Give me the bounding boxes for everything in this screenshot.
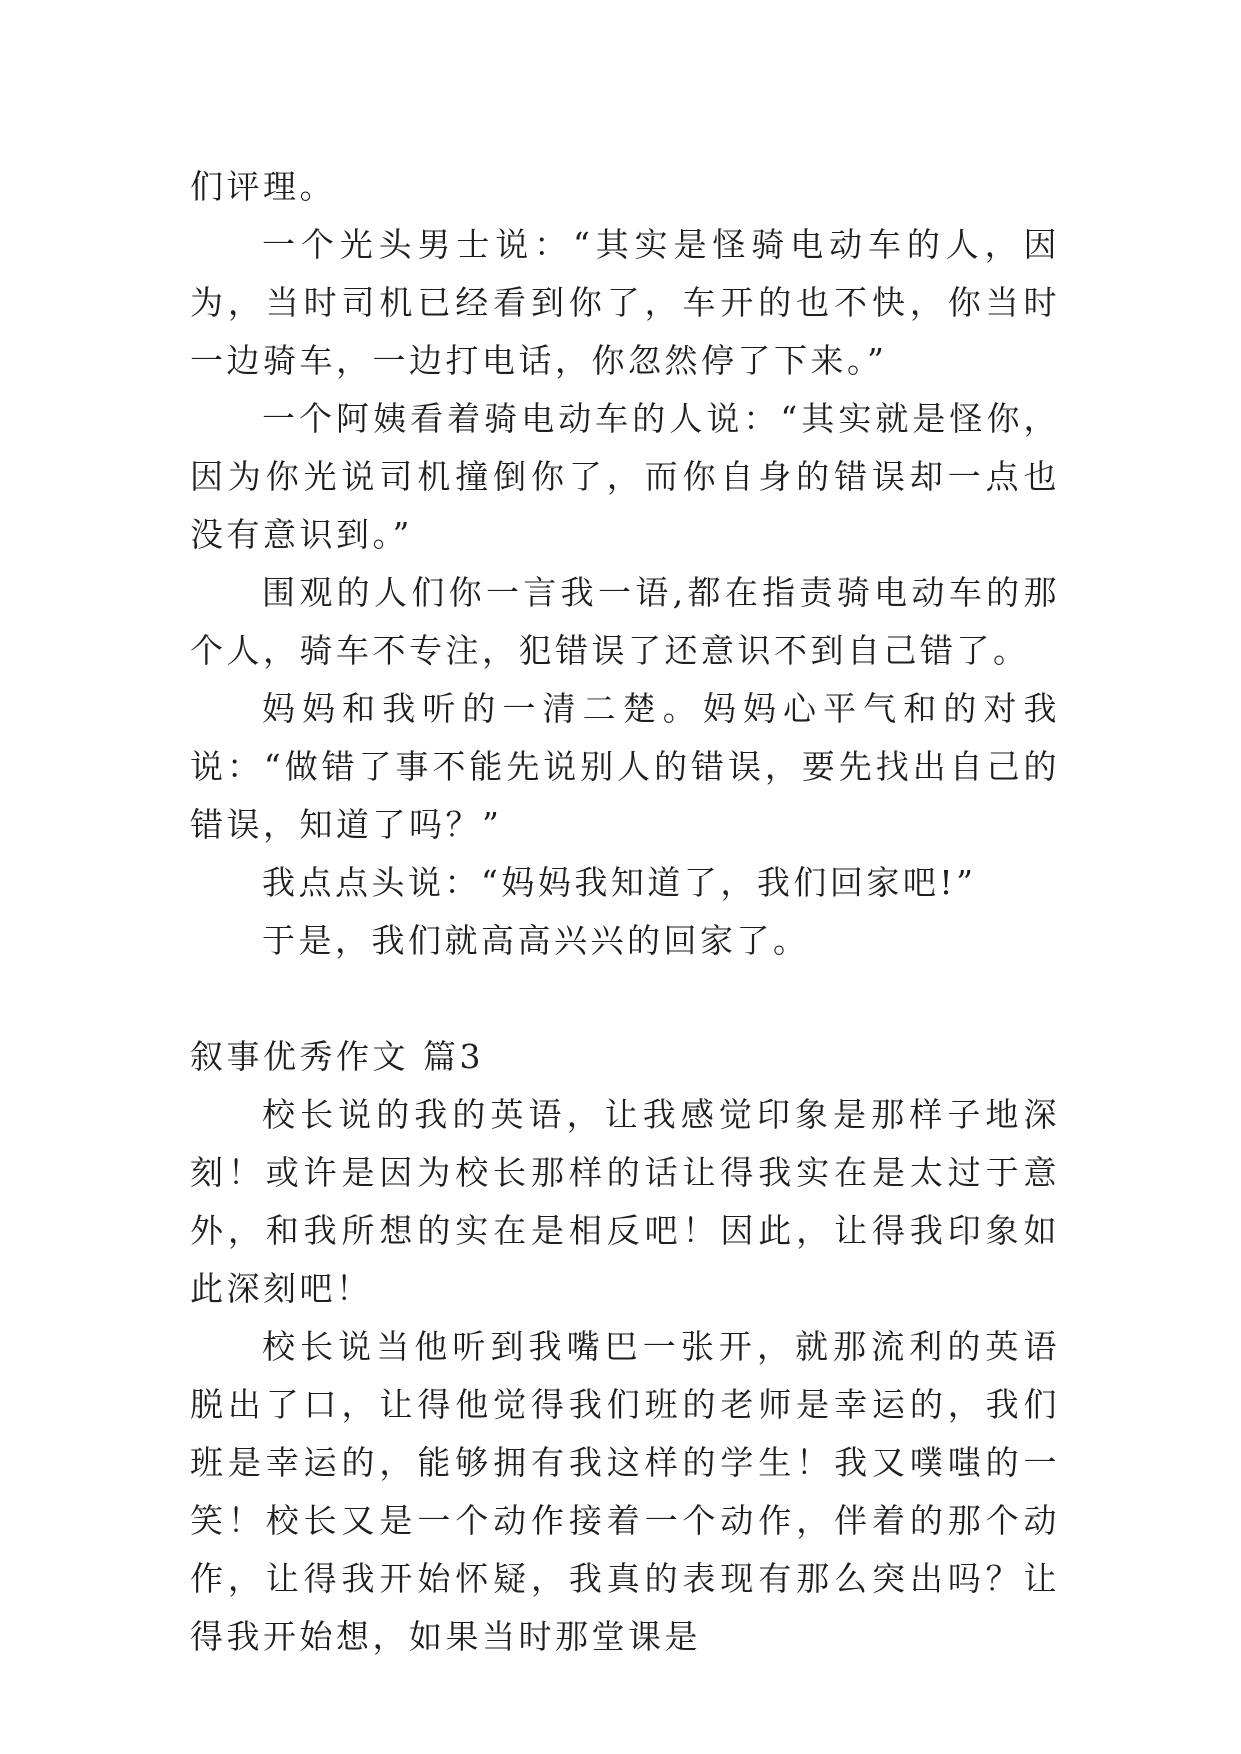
essay-content xyxy=(190,158,1060,1666)
paragraph-reply: 我点点头说：“妈妈我知道了，我们回家吧!” xyxy=(262,863,977,902)
paragraph-principal-english: 校长说的我的英语，让我感觉印象是那样子地深刻！或许是因为校长那样的话让得我实在是太过于意外，和我所想的实在是相反吧！因此，让得我印象如此深刻吧！ xyxy=(190,1095,1060,1308)
paragraph-onlookers: 围观的人们你一言我一语,都在指责骑电动车的那个人，骑车不专注，犯错误了还意识不到自己错了。 xyxy=(190,573,1060,670)
section-spacer xyxy=(190,970,1060,1028)
paragraph-principal-praise: 校长说当他听到我嘴巴一张开，就那流利的英语脱出了口，让得他觉得我们班的老师是幸运的，我们班是幸运的，能够拥有我这样的学生！我又噗嗤的一笑！校长又是一个动作接着一个动作，伴着的那个动作，让得我开始怀疑，我真的表现有那么突出吗？让得我开始想，如果当时那堂课是 xyxy=(190,1327,1060,1656)
paragraph-continuation: 们评理。 xyxy=(190,167,336,206)
paragraph-go-home: 于是，我们就高高兴兴的回家了。 xyxy=(262,921,810,960)
paragraph-auntie-quote: 一个阿姨看着骑电动车的人说：“其实就是怪你，因为你光说司机撞倒你了，而你自身的错误却一点也没有意识到。” xyxy=(190,399,1060,554)
paragraph-bald-man-quote: 一个光头男士说：“其实是怪骑电动车的人，因为，当时司机已经看到你了，车开的也不快，你当时一边骑车，一边打电话，你忽然停了下来。” xyxy=(190,225,1060,380)
paragraph-mother-advice: 妈妈和我听的一清二楚。妈妈心平气和的对我说：“做错了事不能先说别人的错误，要先找出自己的错误，知道了吗？” xyxy=(190,689,1060,844)
section-heading: 叙事优秀作文 篇3 xyxy=(190,1037,484,1076)
